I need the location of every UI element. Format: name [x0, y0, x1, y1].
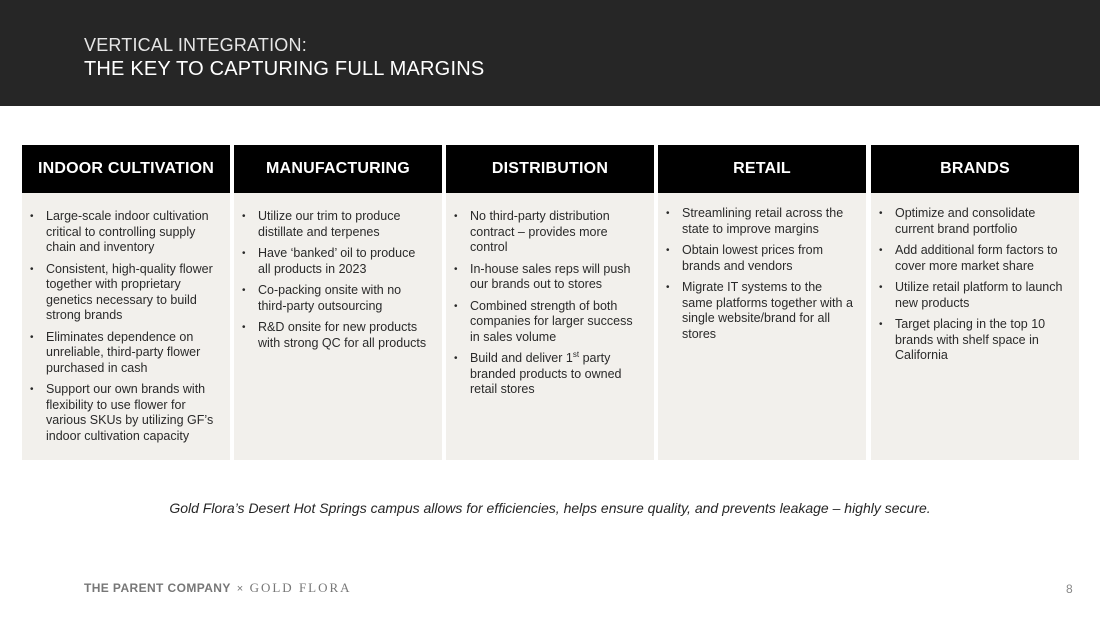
page-title-line1: VERTICAL INTEGRATION: [84, 35, 307, 55]
gold-flora-logo: GOLD FLORA [249, 580, 352, 595]
superscript-ordinal: st [572, 349, 580, 359]
parent-company-logo: THE PARENT COMPANY [84, 581, 231, 595]
list-item: • In-house sales reps will push our brands out to stores [470, 262, 642, 293]
list-item: • No third-party distribution contract – provides more control [470, 209, 642, 256]
list-item: • Streamlining retail across the state to improve margins [682, 206, 854, 237]
list-item: • Add additional form factors to cover more market share [895, 243, 1067, 274]
bullet-text-part: Build and deliver 1 [470, 351, 573, 365]
list-item: • Large-scale indoor cultivation critical to controlling supply chain and inventory [46, 209, 218, 256]
caption-text: Gold Flora’s Desert Hot Springs campus allows for efficiencies, helps ensure quality, and prevents leakage – highly secure. [169, 500, 931, 516]
list-item: • Migrate IT systems to the same platforms together with a single website/brand for all stores [682, 280, 854, 342]
list-item [470, 351, 642, 398]
column-retail [658, 145, 866, 460]
header-bar [0, 0, 1100, 106]
bullet-list [22, 209, 230, 444]
column-brands [871, 145, 1079, 460]
column-manufacturing [234, 145, 442, 460]
list-item: • R&D onsite for new products with strong QC for all products [258, 320, 430, 351]
column-header: INDOOR CULTIVATION [22, 145, 230, 193]
page-title-line2: THE KEY TO CAPTURING FULL MARGINS [84, 58, 485, 80]
list-item: • Support our own brands with flexibility to use flower for various SKUs by utilizing GF’s indoor cultivation capacity [46, 382, 218, 444]
list-item: • Consistent, high-quality flower together with proprietary genetics necessary to build strong brands [46, 262, 218, 324]
column-indoor-cultivation [22, 145, 230, 460]
column-distribution [446, 145, 654, 460]
column-header: RETAIL [658, 145, 866, 193]
list-item: • Target placing in the top 10 brands with shelf space in California [895, 317, 1067, 364]
list-item: • Optimize and consolidate current brand portfolio [895, 206, 1067, 237]
logo-separator: × [236, 583, 244, 595]
bullet-list [446, 209, 654, 398]
column-header: DISTRIBUTION [446, 145, 654, 193]
list-item: • Obtain lowest prices from brands and vendors [682, 243, 854, 274]
list-item: • Combined strength of both companies for larger success in sales volume [470, 299, 642, 346]
list-item: • Have ‘banked’ oil to produce all products in 2023 [258, 246, 430, 277]
list-item: • Co-packing onsite with no third-party outsourcing [258, 283, 430, 314]
list-item: • Eliminates dependence on unreliable, third-party flower purchased in cash [46, 330, 218, 377]
bullet-list [871, 206, 1079, 364]
bullet-text-part: party branded products to owned retail stores [470, 351, 622, 396]
page-number: 8 [1066, 582, 1073, 596]
list-item: • Utilize our trim to produce distillate and terpenes [258, 209, 430, 240]
list-item: • Utilize retail platform to launch new products [895, 280, 1067, 311]
bullet-list [658, 206, 866, 342]
column-header: BRANDS [871, 145, 1079, 193]
footer-logo [84, 580, 352, 596]
bullet-list [234, 209, 442, 351]
column-header: MANUFACTURING [234, 145, 442, 193]
